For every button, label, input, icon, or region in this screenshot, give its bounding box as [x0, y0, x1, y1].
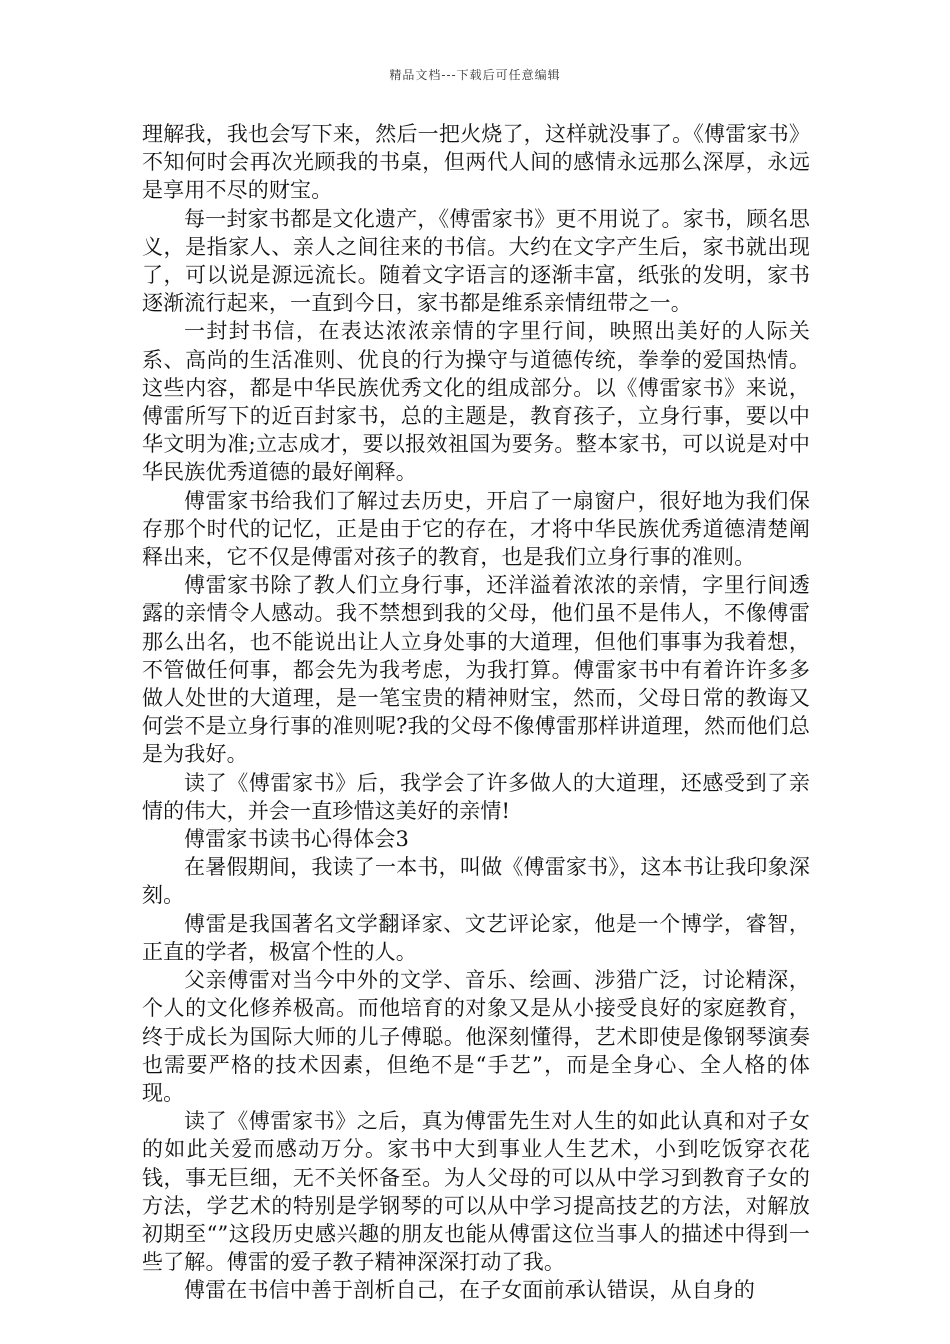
paragraph: 父亲傅雷对当今中外的文学、音乐、绘画、涉猎广泛，讨论精深，个人的文化修养极高。而他培育的对象又是从小接受良好的家庭教育，终于成长为国际大师的儿子傅聪。他深刻懂得，艺术即使是像钢琴演奏也需要严格的技术因素，但绝不是“手艺”，而是全身心、全人格的体现。 [142, 968, 810, 1105]
section-heading: 傅雷家书读书心得体会3 [184, 827, 410, 852]
paragraph: 每一封家书都是文化遗产，《傅雷家书》更不用说了。家书，顾名思义，是指家人、亲人之间往来的书信。大约在文字产生后，家书就出现了，可以说是源远流长。随着文字语言的逐渐丰富，纸张的发明，家书逐渐流行起来，一直到今日，家书都是维系亲情纽带之一。 [142, 206, 810, 316]
paragraph: 傅雷家书除了教人们立身行事，还洋溢着浓浓的亲情，字里行间透露的亲情令人感动。我不禁想到我的父母，他们虽不是伟人，不像傅雷那么出名，也不能说出让人立身处事的大道理，但他们事事为我着想，不管做任何事，都会先为我考虑，为我打算。傅雷家书中有着许许多多做人处世的大道理，是一笔宝贵的精神财宝，然而，父母日常的教诲又何尝不是立身行事的准则呢?我的父母不像傅雷那样讲道理，然而他们总是为我好。 [142, 573, 810, 767]
paragraph: 读了《傅雷家书》之后，真为傅雷先生对人生的如此认真和对子女的如此关爱而感动万分。家书中大到事业人生艺术，小到吃饭穿衣花钱，事无巨细，无不关怀备至。为人父母的可以从中学习到教育子女的方法，学艺术的特别是学钢琴的可以从中学习提高技艺的方法，对解放初期至“”这段历史感兴趣的朋友也能从傅雷这位当事人的描述中得到一些了解。傅雷的爱子教子精神深深打动了我。 [142, 1109, 810, 1275]
paragraph: 傅雷在书信中善于剖析自己，在子女面前承认错误，从自身的 [184, 1278, 756, 1303]
page-header: 精品文档---下载后可任意编辑 [389, 68, 561, 82]
paragraph: 在暑假期间，我读了一本书，叫做《傅雷家书》，这本书让我印象深刻。 [142, 855, 810, 908]
paragraph: 读了《傅雷家书》后，我学会了许多做人的大道理，还感受到了亲情的伟大，并会一直珍惜这美好的亲情! [142, 770, 810, 823]
paragraph: 傅雷家书给我们了解过去历史，开启了一扇窗户，很好地为我们保存那个时代的记忆，正是由于它的存在，才将中华民族优秀道德清楚阐释出来，它不仅是傅雷对孩子的教育，也是我们立身行事的准则。 [142, 488, 810, 570]
document-body [142, 120, 810, 1305]
paragraph-continuation: 理解我，我也会写下来，然后一把火烧了，这样就没事了。《傅雷家书》不知何时会再次光顾我的书桌，但两代人间的感情永远那么深厚，永远是享用不尽的财宝。 [142, 122, 810, 203]
paragraph: 傅雷是我国著名文学翻译家、文艺评论家，他是一个博学，睿智，正直的学者，极富个性的人。 [142, 911, 810, 964]
paragraph: 一封封书信，在表达浓浓亲情的字里行间，映照出美好的人际关系、高尚的生活准则、优良的行为操守与道德传统，拳拳的爱国热情。这些内容，都是中华民族优秀文化的组成部分。以《傅雷家书》来说，傅雷所写下的近百封家书，总的主题是，教育孩子，立身行事，要以中华文明为准;立志成才，要以报效祖国为要务。整本家书，可以说是对中华民族优秀道德的最好阐释。 [142, 319, 810, 485]
